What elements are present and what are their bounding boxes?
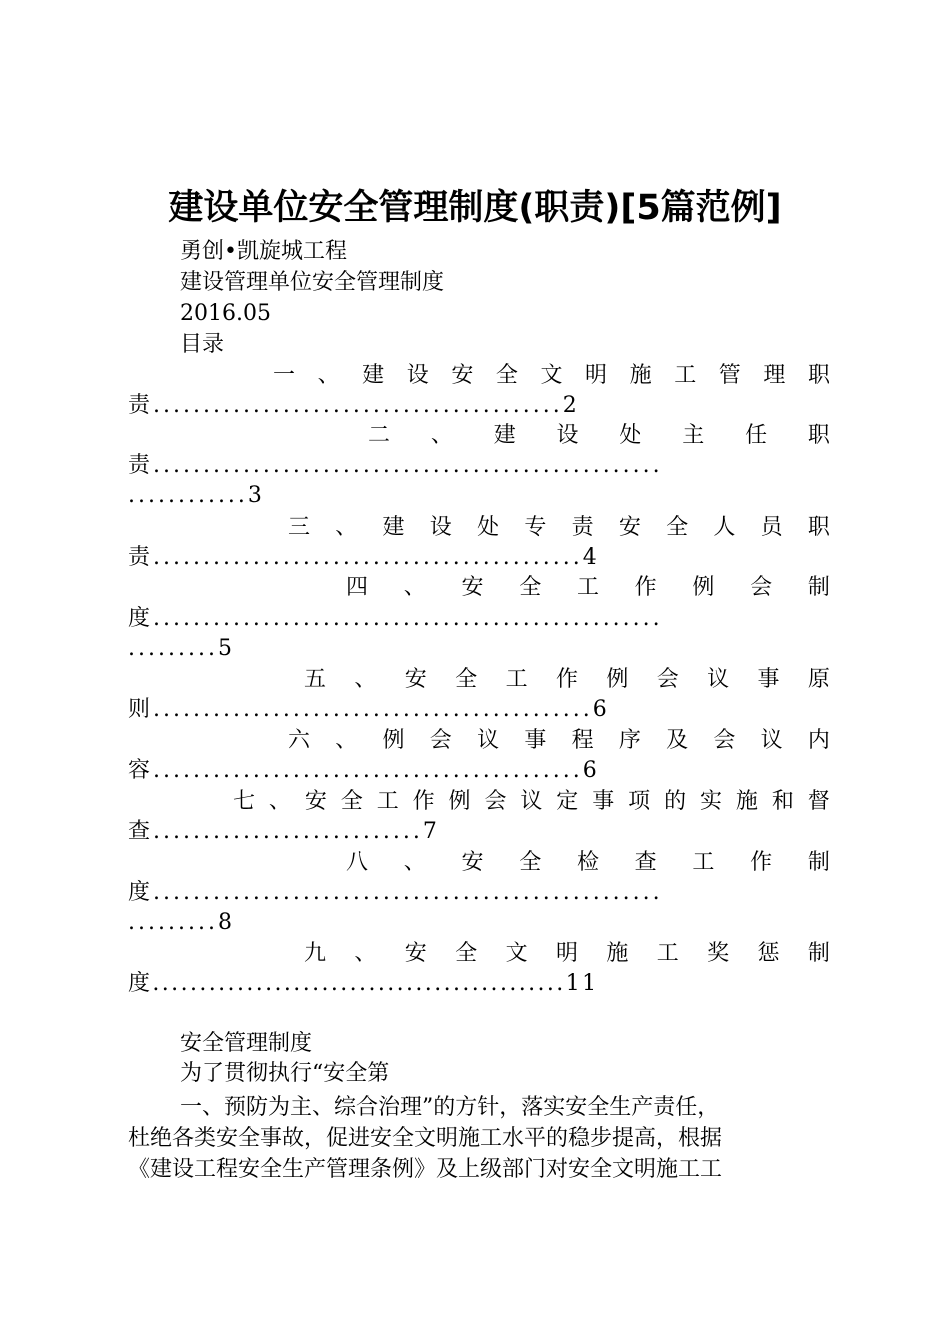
toc-label-char: 实 <box>699 789 722 814</box>
toc-label-char: 、 <box>354 667 377 692</box>
toc-label-char: 安 <box>461 575 484 600</box>
toc-label-char: 作 <box>412 789 435 814</box>
toc-label-char: 内 <box>807 728 830 753</box>
toc-label-char: 定 <box>556 789 579 814</box>
toc-entry-dots: 度................................................... <box>128 606 663 631</box>
toc-label-char: 全 <box>519 850 542 875</box>
toc-label-char: 会 <box>750 575 773 600</box>
toc-entry-label[interactable] <box>128 938 830 970</box>
toc-label-char: 事 <box>524 728 547 753</box>
toc-label-char: 会 <box>656 667 679 692</box>
toc-label-char: 人 <box>713 515 736 540</box>
toc-label-char: 四 <box>346 575 369 600</box>
toc-label-char: 事 <box>757 667 780 692</box>
toc-entry-dots: 查...........................7 <box>128 819 440 844</box>
toc-label-char: 设 <box>406 363 429 388</box>
toc-label-char: 九 <box>304 941 327 966</box>
toc-label-char: 例 <box>448 789 471 814</box>
toc-label-char: 会 <box>429 728 452 753</box>
toc-label-char: 主 <box>682 423 705 448</box>
toc-label-char: 全 <box>455 667 478 692</box>
toc-label-char: 安 <box>461 850 484 875</box>
toc-label-char: 例 <box>382 728 405 753</box>
toc-label-char: 安 <box>618 515 641 540</box>
toc-label-char: 八 <box>346 850 369 875</box>
toc-label-char: 会 <box>484 789 507 814</box>
toc-label-char: 的 <box>664 789 687 814</box>
toc-entry-dots: 责...........................................4 <box>128 545 600 570</box>
toc-label-char: 项 <box>628 789 651 814</box>
toc-label-char: 、 <box>403 575 426 600</box>
toc-label-char: 及 <box>666 728 689 753</box>
toc-label-char: 、 <box>317 363 340 388</box>
toc-heading: 目录 <box>180 332 225 357</box>
toc-label-char: 程 <box>571 728 594 753</box>
toc-label-char: 例 <box>692 575 715 600</box>
toc-label-char: 和 <box>771 789 794 814</box>
toc-label-char: 施 <box>629 363 652 388</box>
toc-entry-label[interactable] <box>128 512 830 544</box>
document-date: 2016.05 <box>180 301 271 326</box>
toc-label-char: 检 <box>576 850 599 875</box>
toc-label-char: 二 <box>368 423 391 448</box>
toc-label-char: 七 <box>233 789 256 814</box>
toc-label-char: 全 <box>666 515 689 540</box>
toc-label-char: 安 <box>404 941 427 966</box>
toc-label-char: 职 <box>807 423 830 448</box>
toc-label-char: 职 <box>807 363 830 388</box>
toc-label-char: 任 <box>745 423 768 448</box>
document-title: 建设单位安全管理制度(职责)[5篇范例] <box>168 188 782 228</box>
toc-entry-dots-continued: .........5 <box>128 636 235 661</box>
toc-label-char: 建 <box>382 515 405 540</box>
toc-label-char: 全 <box>519 575 542 600</box>
toc-label-char: 建 <box>493 423 516 448</box>
toc-label-char: 工 <box>376 789 399 814</box>
toc-label-char: 文 <box>505 941 528 966</box>
toc-label-char: 处 <box>619 423 642 448</box>
toc-label-char: 设 <box>429 515 452 540</box>
document-subtitle: 建设管理单位安全管理制度 <box>180 270 445 295</box>
toc-label-char: 制 <box>807 850 830 875</box>
toc-label-char: 理 <box>763 363 786 388</box>
toc-label-char: 、 <box>403 850 426 875</box>
toc-entry-label[interactable] <box>128 847 830 879</box>
toc-entry-label[interactable] <box>128 572 830 604</box>
project-name: 勇创•凯旋城工程 <box>180 239 347 264</box>
toc-label-char: 工 <box>505 667 528 692</box>
toc-label-char: 五 <box>304 667 327 692</box>
toc-label-char: 例 <box>606 667 629 692</box>
toc-label-char: 作 <box>634 575 657 600</box>
toc-label-char: 职 <box>807 515 830 540</box>
toc-entry-dots-continued: .........8 <box>128 910 235 935</box>
toc-entry-label[interactable] <box>128 664 830 696</box>
body-line: 杜绝各类安全事故，促进安全文明施工水平的稳步提高，根据 <box>128 1126 723 1151</box>
toc-entry-label[interactable] <box>128 360 830 392</box>
toc-entry-label[interactable] <box>128 725 830 757</box>
toc-label-char: 制 <box>807 941 830 966</box>
toc-label-char: 督 <box>807 789 830 814</box>
toc-label-char: 工 <box>656 941 679 966</box>
toc-label-char: 全 <box>495 363 518 388</box>
toc-entry-dots: 度............................................11 <box>128 971 599 996</box>
toc-label-char: 专 <box>524 515 547 540</box>
toc-label-char: 作 <box>555 667 578 692</box>
toc-label-char: 一 <box>273 363 296 388</box>
toc-label-char: 会 <box>713 728 736 753</box>
toc-label-char: 施 <box>606 941 629 966</box>
body-line: 为了贯彻执行“安全第 <box>180 1061 390 1086</box>
toc-label-char: 、 <box>268 789 291 814</box>
toc-label-char: 议 <box>477 728 500 753</box>
toc-label-char: 原 <box>807 667 830 692</box>
toc-entry-dots: 则............................................6 <box>128 697 610 722</box>
toc-label-char: 安 <box>451 363 474 388</box>
toc-label-char: 三 <box>288 515 311 540</box>
toc-label-char: 设 <box>556 423 579 448</box>
toc-label-char: 明 <box>585 363 608 388</box>
toc-label-char: 制 <box>807 575 830 600</box>
toc-entry-dots: 责................................................... <box>128 453 663 478</box>
toc-label-char: 事 <box>592 789 615 814</box>
toc-entry-dots: 容...........................................6 <box>128 758 600 783</box>
body-line: 《建设工程安全生产管理条例》及上级部门对安全文明施工工 <box>128 1157 723 1182</box>
toc-label-char: 奖 <box>707 941 730 966</box>
toc-entry-dots-continued: ............3 <box>128 483 265 508</box>
toc-label-char: 安 <box>404 667 427 692</box>
toc-label-char: 安 <box>304 789 327 814</box>
toc-label-char: 作 <box>750 850 773 875</box>
toc-label-char: 、 <box>430 423 453 448</box>
toc-entry-dots: 责.........................................2 <box>128 393 580 418</box>
toc-label-char: 管 <box>718 363 741 388</box>
body-line: 一、预防为主、综合治理”的方针，落实安全生产责任， <box>180 1095 720 1120</box>
toc-label-char: 责 <box>571 515 594 540</box>
toc-label-char: 、 <box>354 941 377 966</box>
toc-label-char: 全 <box>455 941 478 966</box>
toc-label-char: 施 <box>735 789 758 814</box>
toc-label-char: 议 <box>520 789 543 814</box>
toc-entry-label[interactable] <box>128 420 830 452</box>
toc-label-char: 工 <box>576 575 599 600</box>
toc-label-char: 议 <box>760 728 783 753</box>
toc-label-char: 序 <box>618 728 641 753</box>
toc-label-char: 惩 <box>757 941 780 966</box>
toc-label-char: 、 <box>335 728 358 753</box>
toc-label-char: 文 <box>540 363 563 388</box>
toc-label-char: 员 <box>760 515 783 540</box>
toc-label-char: 六 <box>288 728 311 753</box>
section-heading: 安全管理制度 <box>180 1031 313 1056</box>
toc-label-char: 处 <box>477 515 500 540</box>
toc-entry-label[interactable] <box>128 786 830 818</box>
toc-label-char: 全 <box>340 789 363 814</box>
toc-label-char: 明 <box>555 941 578 966</box>
toc-label-char: 议 <box>707 667 730 692</box>
toc-label-char: 查 <box>634 850 657 875</box>
toc-label-char: 工 <box>692 850 715 875</box>
toc-label-char: 工 <box>674 363 697 388</box>
toc-label-char: 、 <box>335 515 358 540</box>
toc-entry-dots: 度................................................... <box>128 880 663 905</box>
toc-label-char: 建 <box>362 363 385 388</box>
